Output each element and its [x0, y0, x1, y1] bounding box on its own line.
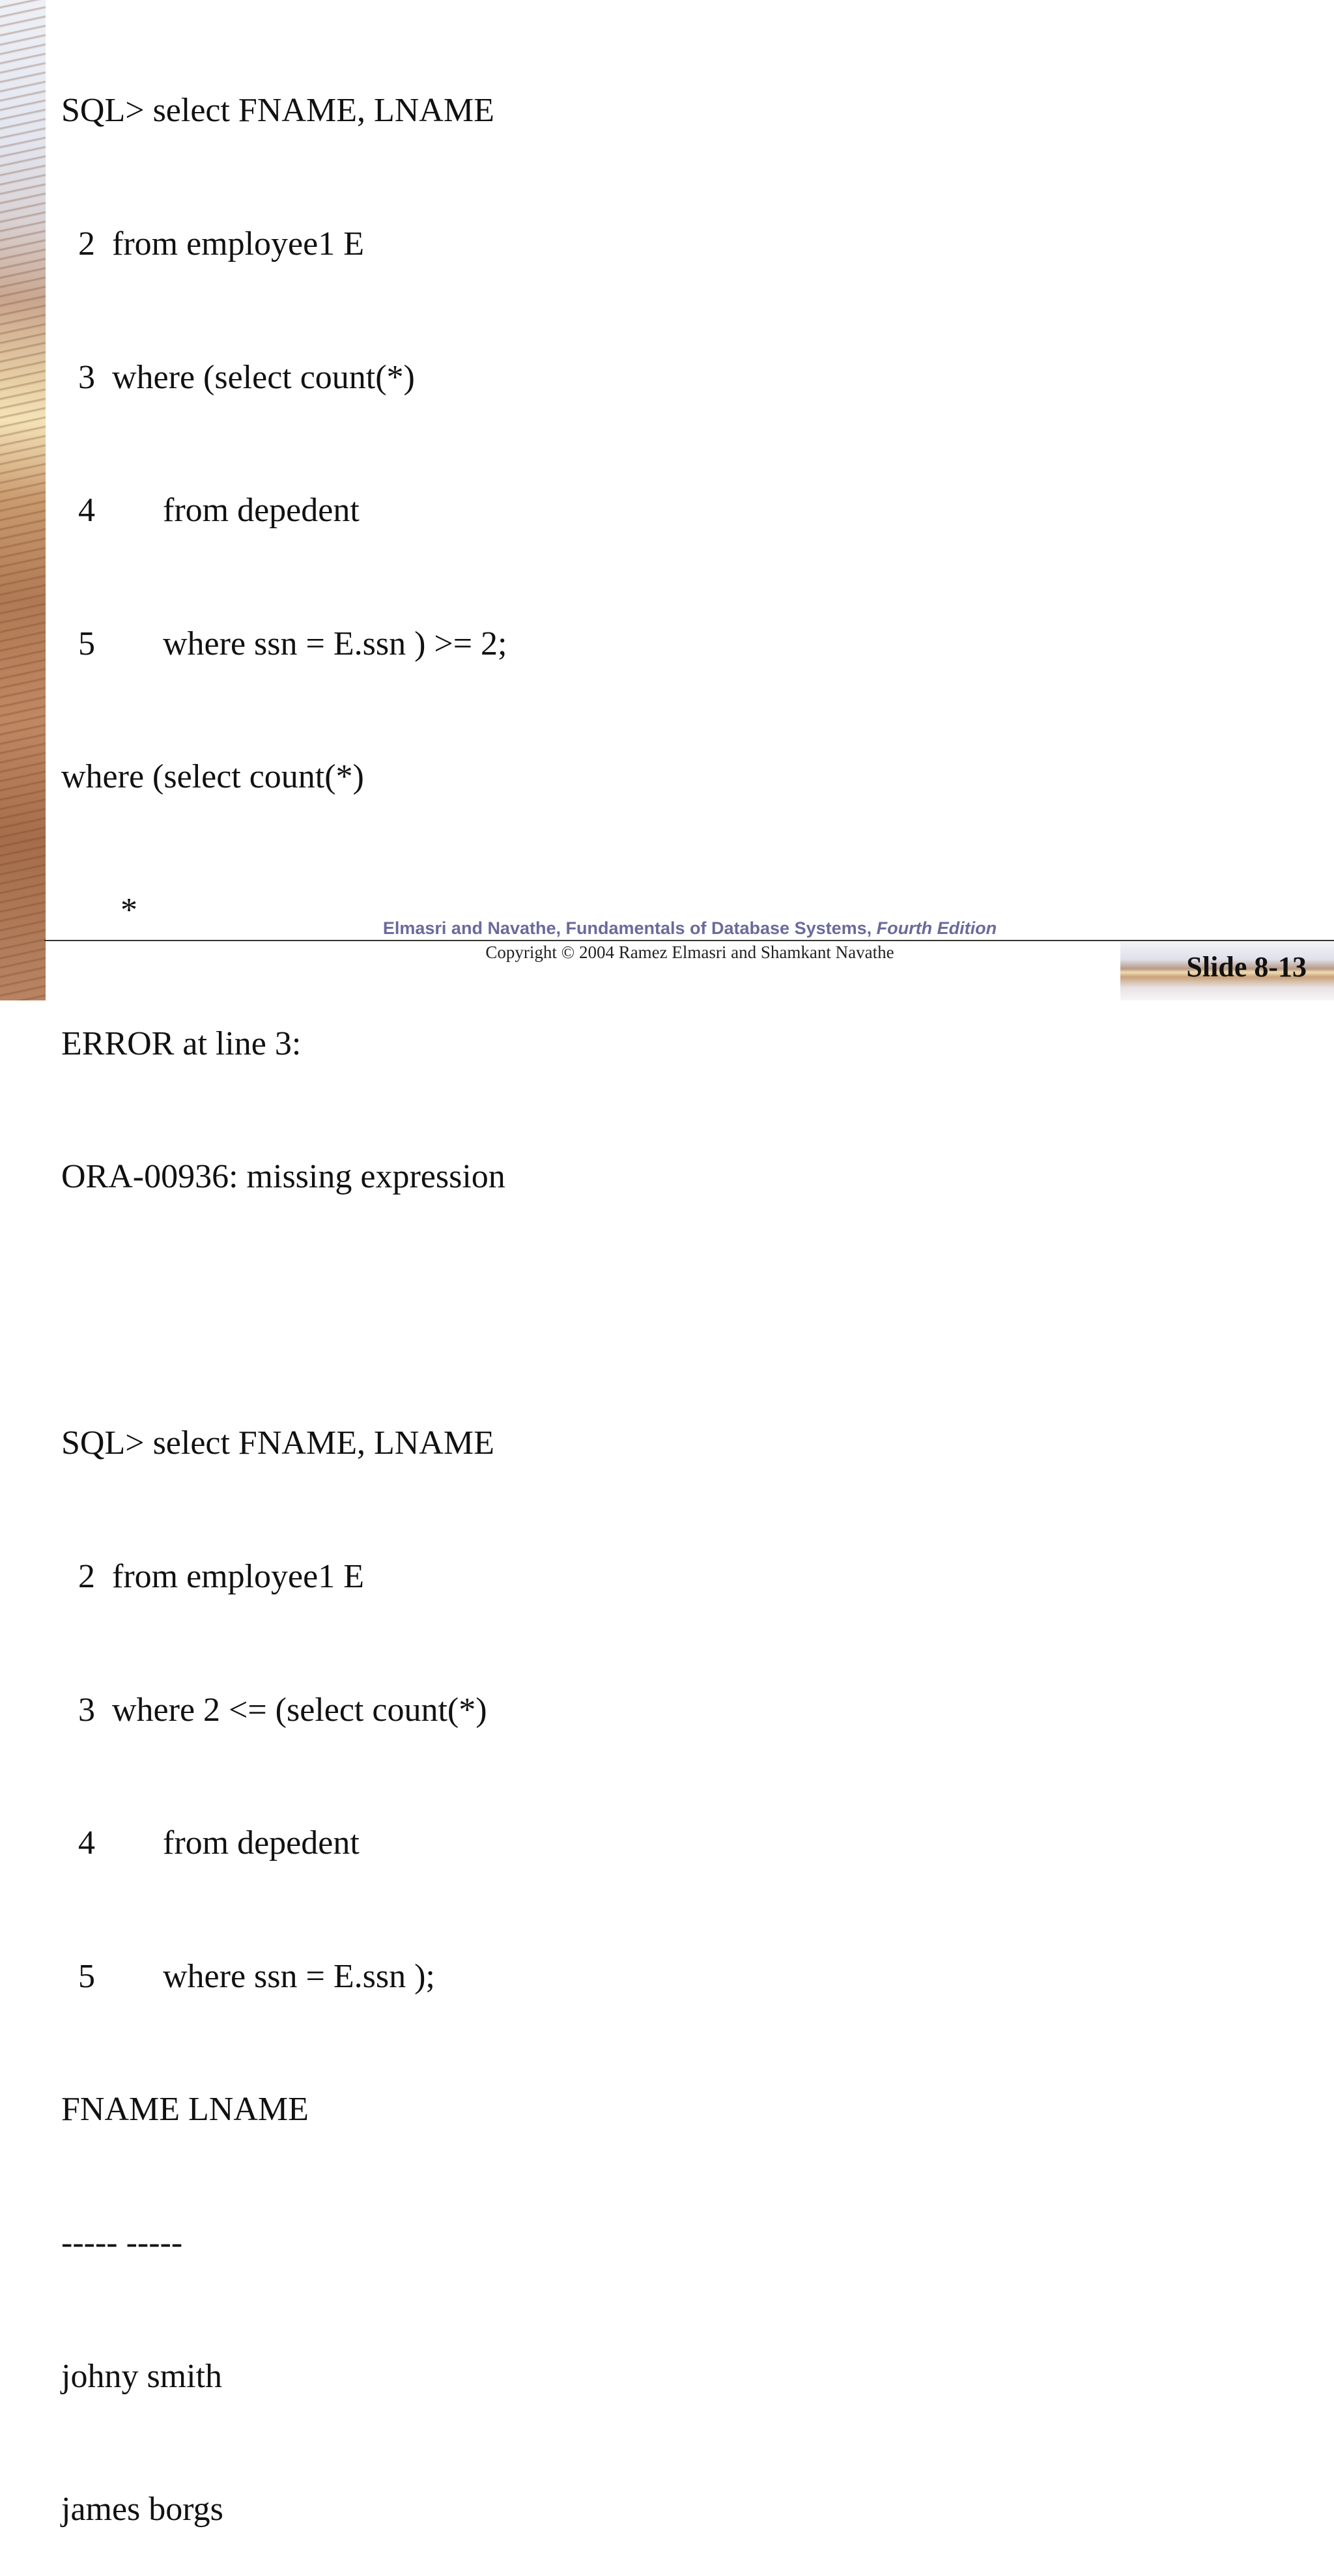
code-line: [61, 1288, 507, 1333]
code-line: 4 from depedent: [61, 492, 360, 530]
code-line: 4 from depedent: [61, 1824, 360, 1862]
code-line: johny smith: [61, 2357, 223, 2395]
code-line: james borgs: [61, 2491, 223, 2528]
copyright-text: Copyright © 2004 Ramez Elmasri and Shamkant Navathe: [485, 942, 894, 962]
code-line: ERROR at line 3:: [61, 1025, 302, 1062]
code-line: SQL> select FNAME, LNAME: [61, 1424, 494, 1462]
code-line: 3 where (select count(*): [61, 358, 415, 396]
code-line: SQL> select FNAME, LNAME: [61, 92, 494, 130]
code-line: ----- -----: [61, 2224, 183, 2261]
code-line: 5 where ssn = E.ssn );: [61, 1957, 435, 1995]
decorative-desert-strip: [0, 0, 46, 1000]
code-line: *: [61, 891, 137, 929]
code-line: FNAME LNAME: [61, 2091, 309, 2129]
edition-text: Fourth Edition: [876, 918, 997, 938]
code-line: where (select count(*): [61, 758, 364, 796]
footer-divider: [44, 940, 1334, 941]
code-line: 2 from employee1 E: [61, 1557, 364, 1595]
slide-number: Slide 8-13: [1186, 951, 1307, 983]
code-line: ORA-00936: missing expression: [61, 1158, 505, 1196]
footer-book-title: [0, 918, 1334, 939]
code-line: 5 where ssn = E.ssn ) >= 2;: [61, 625, 507, 662]
book-title-text: Elmasri and Navathe, Fundamentals of Database Systems,: [382, 918, 872, 938]
code-line: 3 where 2 <= (select count(*): [61, 1691, 487, 1729]
sql-session-text: [61, 0, 507, 2576]
code-line: 2 from employee1 E: [61, 225, 364, 262]
